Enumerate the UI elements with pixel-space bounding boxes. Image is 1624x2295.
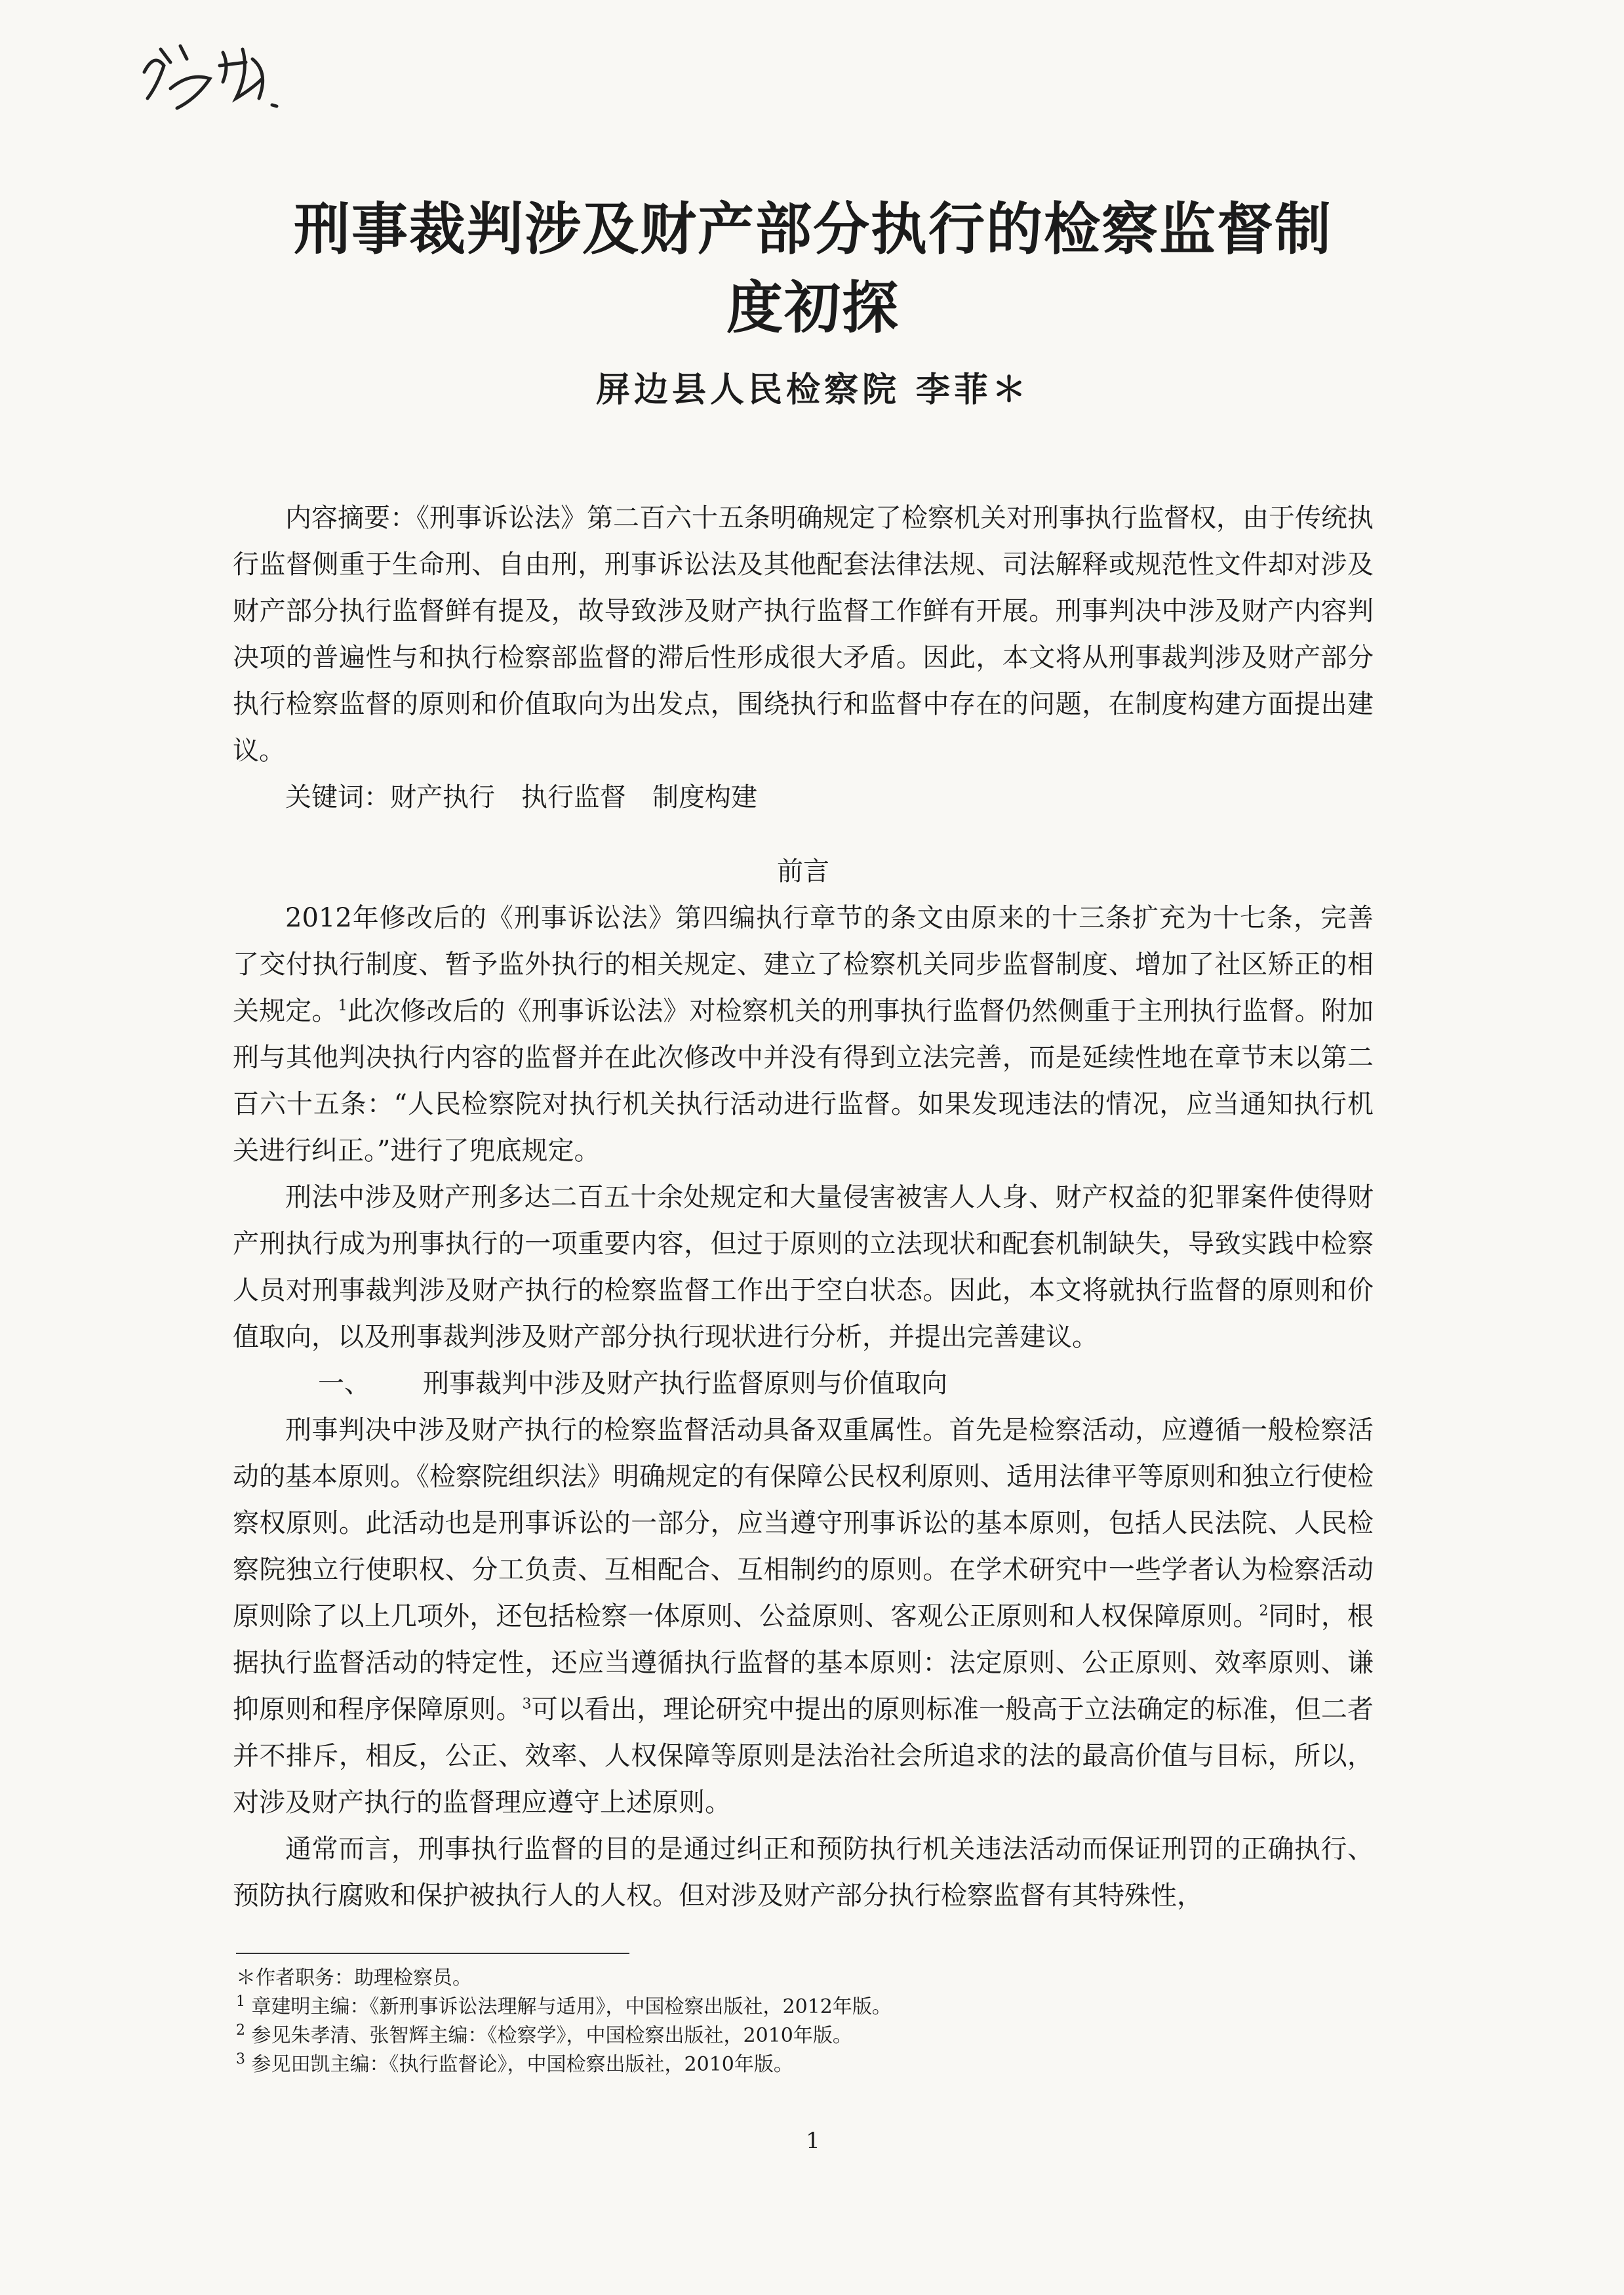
footnote-ref-2: 2 (1259, 1603, 1269, 1620)
keyword-item: 制度构建 (652, 782, 757, 812)
preface-heading: 前言 (777, 856, 829, 887)
title-line-1: 刑事裁判涉及财产部分执行的检察监督制 (294, 197, 1332, 262)
author-line: 屏边县人民检察院 李菲＊ (595, 370, 1031, 410)
section-1-p1-part-a: 刑事判决中涉及财产执行的检察监督活动具备双重属性。首先是检察活动，应遵循一般检察活动的基本原则。《检察院组织法》明确规定的有保障公民权利原则、适用法律平等原则和独立行使检察权原则。此活动也是刑事诉讼的一部分，应当遵守刑事诉讼的基本原则，包括人民法院、人民检察院独立行使职权、分工负责、互相配合、互相制约的原则。在学术研究中一些学者认为检察活动原则除了以上几项外，还包括检察一体原则、公益原则、客观公正原则和人权保障原则。 (233, 1415, 1374, 1631)
preface-p1-part-b: 此次修改后的《刑事诉讼法》对检察机关的刑事执行监督仍然侧重于主刑执行监督。附加刑与其他判决执行内容的监督并在此次修改中并没有得到立法完善，而是延续性地在章节末以第二百六十五条：“人民检察院对执行机关执行活动进行监督。如果发现违法的情况，应当通知执行机关进行纠正。”进行了兜底规定。 (233, 996, 1374, 1166)
document-body (233, 495, 1374, 1919)
footnote-text: 作者职务：助理检察员。 (256, 1966, 472, 1989)
document-title (197, 190, 1429, 348)
footnote-text: 参见朱孝清、张智辉主编：《检察学》，中国检察出版社，2010年版。 (251, 2024, 852, 2047)
keyword-item: 执行监督 (521, 782, 626, 812)
section-1-title: 刑事裁判中涉及财产执行监督原则与价值取向 (423, 1368, 947, 1399)
section-1-heading (233, 1361, 1374, 1407)
preface-paragraph-1 (233, 895, 1374, 1174)
footnote-divider (236, 1953, 629, 1954)
footnote-item (236, 1993, 1377, 2022)
preface-p1-part-a: 2012年修改后的《刑事诉讼法》第四编执行章节的条文由原来的十三条扩充为十七条，完善了交付执行制度、暂予监外执行的相关规定、建立了检察机关同步监督制度、增加了社区矫正的相关规定。 (233, 903, 1374, 1026)
keywords-line (233, 774, 1374, 821)
abstract-paragraph: 内容摘要：《刑事诉讼法》第二百六十五条明确规定了检察机关对刑事执行监督权，由于传统执行监督侧重于生命刑、自由刑，刑事诉讼法及其他配套法律法规、司法解释或规范性文件却对涉及财产部分执行监督鲜有提及，故导致涉及财产执行监督工作鲜有开展。刑事判决中涉及财产内容判决项的普遍性与和执行检察部监督的滞后性形成很大矛盾。因此，本文将从刑事裁判涉及财产部分执行检察监督的原则和价值取向为出发点，围绕执行和监督中存在的问题，在制度构建方面提出建议。 (233, 503, 1374, 766)
keywords-label: 关键词： (285, 782, 390, 812)
footnote-ref-1: 1 (338, 997, 347, 1014)
page-number: 1 (806, 2128, 820, 2154)
footnote-mark: 1 (236, 1993, 245, 2010)
handwritten-signature (131, 26, 302, 125)
footnote-mark: ＊ (236, 1966, 256, 1989)
title-line-2: 度初探 (726, 275, 900, 341)
footnote-item (236, 1964, 1377, 1993)
footnote-mark: 2 (236, 2022, 245, 2039)
section-1-p1-part-b: 同时，根据执行监督活动的特定性，还应当遵循执行监督的基本原则：法定原则、公正原则、效率原则、谦抑原则和程序保障原则。 (233, 1601, 1374, 1725)
footnote-item (236, 2050, 1377, 2079)
footnote-ref-3: 3 (522, 1696, 532, 1713)
preface-paragraph-2: 刑法中涉及财产刑多达二百五十余处规定和大量侵害被害人人身、财产权益的犯罪案件使得财产刑执行成为刑事执行的一项重要内容，但过于原则的立法现状和配套机制缺失，导致实践中检察人员对刑事裁判涉及财产执行的检察监督工作出于空白状态。因此，本文将就执行监督的原则和价值取向，以及刑事裁判涉及财产部分执行现状进行分析，并提出完善建议。 (233, 1182, 1374, 1352)
section-1-paragraph-2: 通常而言，刑事执行监督的目的是通过纠正和预防执行机关违法活动而保证刑罚的正确执行、预防执行腐败和保护被执行人的人权。但对涉及财产部分执行检察监督有其特殊性， (233, 1834, 1374, 1911)
section-1-p1-part-c: 可以看出，理论研究中提出的原则标准一般高于立法确定的标准，但二者并不排斥，相反，公正、效率、人权保障等原则是法治社会所追求的法的最高价值与目标，所以，对涉及财产执行的监督理应遵守上述原则。 (233, 1694, 1374, 1818)
section-1-number: 一、 (318, 1368, 370, 1399)
footnote-text: 参见田凯主编：《执行监督论》，中国检察出版社，2010年版。 (251, 2053, 793, 2076)
section-1-paragraph-1 (233, 1407, 1374, 1826)
footnote-text: 章建明主编：《新刑事诉讼法理解与适用》，中国检察出版社，2012年版。 (251, 1995, 892, 2018)
footnote-item (236, 2022, 1377, 2050)
footnotes (236, 1964, 1377, 2079)
footnote-mark: 3 (236, 2051, 245, 2067)
keyword-item: 财产执行 (390, 782, 495, 812)
